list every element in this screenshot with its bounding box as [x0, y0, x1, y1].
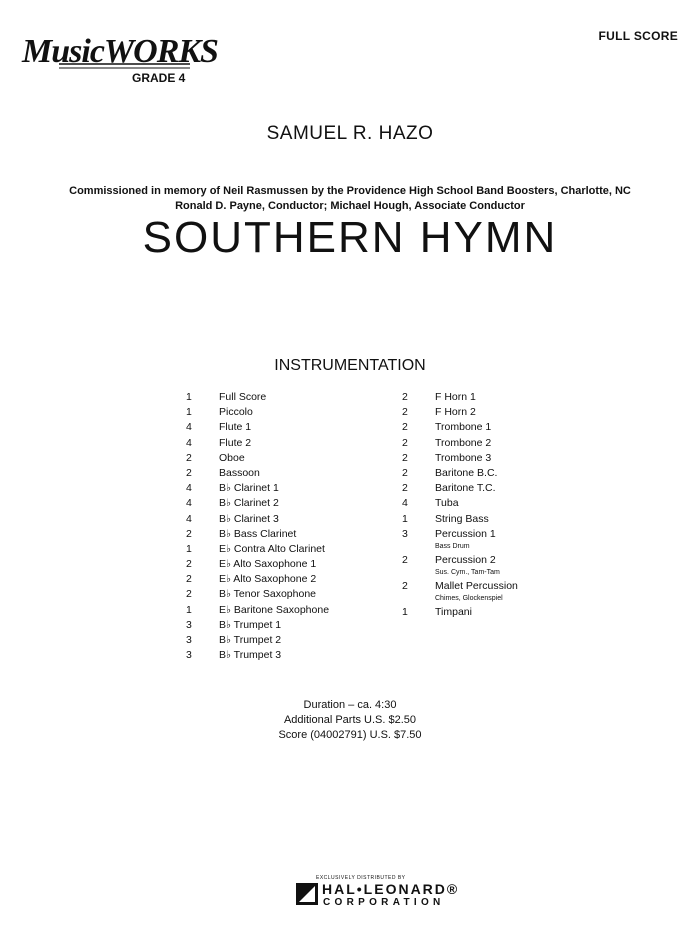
instrument-name: Mallet Percussion	[435, 579, 518, 592]
instrument-name: Baritone T.C.	[435, 482, 496, 495]
instrument-name: Flute 2	[219, 436, 252, 449]
instrument-name: B♭ Trumpet 2	[219, 634, 282, 646]
instrument-name: E♭ Baritone Saxophone	[219, 603, 330, 616]
instrument-name: E♭ Contra Alto Clarinet	[219, 542, 325, 555]
instrument-quantity: 2	[402, 406, 408, 419]
instrument-name: Piccolo	[219, 406, 253, 419]
additional-parts-price: Additional Parts U.S. $2.50	[283, 714, 417, 726]
duration: Duration – ca. 4:30	[303, 699, 397, 711]
instrument-quantity: 4	[186, 512, 192, 525]
instrument-name: Trombone 2	[435, 436, 492, 449]
instrument-name: Oboe	[219, 451, 245, 464]
instrument-note: Sus. Cym., Tam-Tam	[435, 568, 500, 576]
instrument-quantity: 2	[186, 558, 192, 571]
instrument-name: F Horn 1	[435, 391, 476, 403]
composer-name: SAMUEL R. HAZO	[266, 123, 434, 144]
instrument-quantity: 2	[402, 451, 408, 464]
instrument-quantity: 2	[186, 573, 192, 586]
distributed-by-label: EXCLUSIVELY DISTRIBUTED BY	[316, 875, 406, 881]
instrument-quantity: 1	[186, 406, 192, 419]
instrument-name: Trombone 1	[435, 421, 492, 434]
instrument-quantity: 2	[402, 391, 408, 403]
instrumentation-heading: INSTRUMENTATION	[274, 357, 426, 374]
instrument-name: F Horn 2	[435, 406, 476, 419]
instrument-note: Chimes, Glockenspiel	[435, 594, 503, 602]
commission-line-1: Commissioned in memory of Neil Rasmussen by the Providence High School Band Boosters, Charlotte, NC	[69, 185, 631, 197]
instrument-name: B♭ Clarinet 2	[219, 497, 279, 510]
instrument-name: String Bass	[435, 512, 489, 525]
instrument-quantity: 2	[402, 421, 408, 434]
instrument-name: Percussion 2	[435, 553, 496, 566]
instrument-name: B♭ Bass Clarinet	[219, 527, 297, 540]
instrument-quantity: 1	[186, 391, 192, 403]
instrument-name: B♭ Clarinet 1	[219, 482, 279, 495]
instrument-quantity: 4	[186, 482, 192, 495]
instrument-quantity: 3	[186, 649, 192, 662]
instrument-quantity: 2	[402, 466, 408, 479]
instrument-quantity: 1	[186, 542, 192, 555]
instrument-quantity: 2	[402, 579, 408, 592]
instrument-quantity: 2	[186, 466, 192, 479]
piece-title: SOUTHERN HYMN	[142, 213, 558, 262]
instrument-name: Bassoon	[219, 466, 260, 479]
instrument-quantity: 4	[186, 436, 192, 449]
instrument-name: Tuba	[435, 497, 459, 510]
instrument-name: Timpani	[435, 605, 472, 618]
instrument-quantity: 4	[186, 421, 192, 434]
instrument-quantity: 4	[402, 497, 408, 510]
instrument-quantity: 3	[186, 618, 192, 631]
instrument-name: B♭ Trumpet 1	[219, 618, 282, 631]
instrument-name: Full Score	[219, 391, 267, 403]
score-price: Score (04002791) U.S. $7.50	[278, 729, 422, 741]
publisher-corporation: CORPORATION	[323, 897, 445, 908]
instrument-quantity: 2	[186, 527, 192, 540]
commission-note	[0, 184, 700, 214]
instrument-quantity: 4	[186, 497, 192, 510]
edition-label: FULL SCORE	[598, 29, 678, 43]
commission-line-2: Ronald D. Payne, Conductor; Michael Hough, Associate Conductor	[175, 200, 525, 212]
instrument-name: B♭ Trumpet 3	[219, 649, 282, 662]
instrument-name: Flute 1	[219, 421, 252, 434]
instrument-quantity: 2	[186, 451, 192, 464]
publisher-name: HAL•LEONARD®	[322, 881, 460, 897]
instrument-quantity: 2	[186, 588, 192, 601]
instrument-name: B♭ Tenor Saxophone	[219, 588, 316, 601]
instrument-note: Bass Drum	[435, 542, 470, 550]
instrument-quantity: 1	[186, 603, 192, 616]
instrument-quantity: 3	[186, 634, 192, 646]
pricing-info	[0, 698, 700, 743]
series-logo-text: MusicWORKS	[22, 33, 218, 70]
instrument-name: Baritone B.C.	[435, 466, 498, 479]
instrument-name: E♭ Alto Saxophone 2	[219, 573, 317, 586]
instrument-quantity: 2	[402, 553, 408, 566]
instrument-name: Trombone 3	[435, 451, 492, 464]
grade-label: GRADE 4	[132, 71, 186, 85]
instrument-name: B♭ Clarinet 3	[219, 512, 279, 525]
instrument-name: Percussion 1	[435, 527, 496, 540]
instrument-quantity: 1	[402, 512, 408, 525]
instrument-quantity: 3	[402, 527, 408, 540]
instrument-name: E♭ Alto Saxophone 1	[219, 558, 317, 571]
hal-leonard-logo-icon	[296, 883, 318, 905]
instrument-quantity: 2	[402, 482, 408, 495]
instrument-quantity: 2	[402, 436, 408, 449]
instrument-quantity: 1	[402, 605, 408, 618]
